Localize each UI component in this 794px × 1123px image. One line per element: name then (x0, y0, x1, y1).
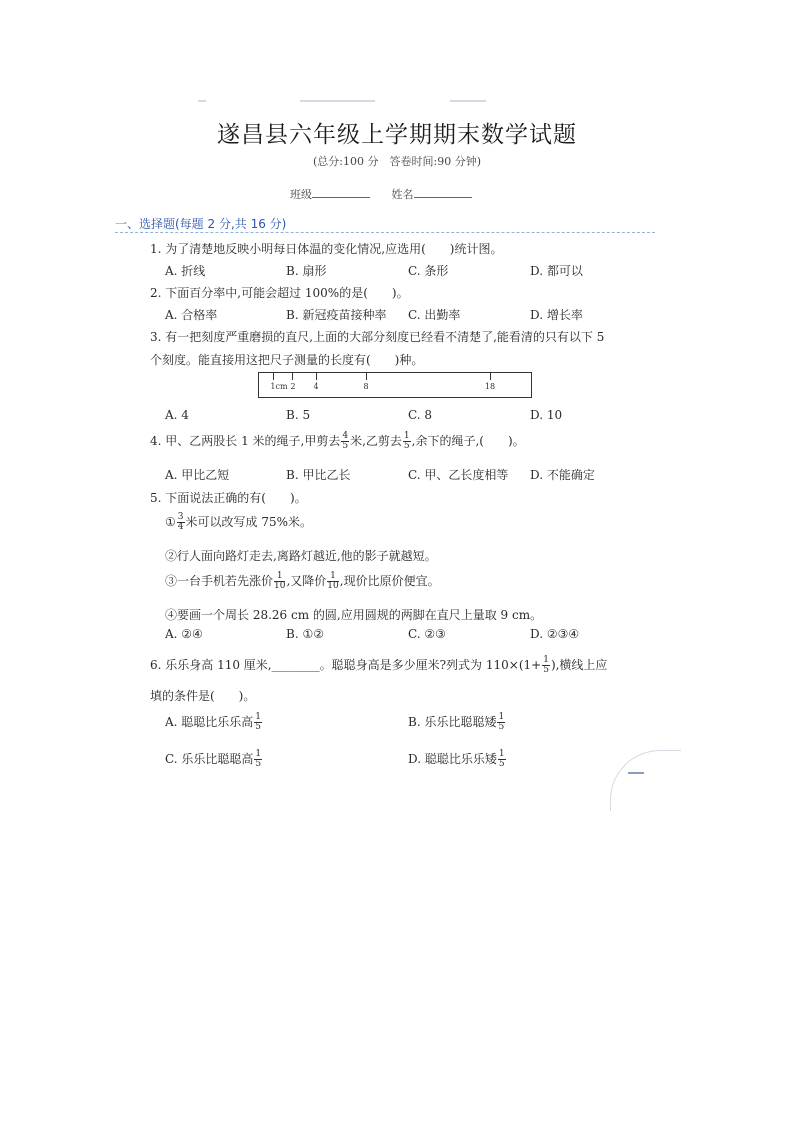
denominator: 5 (498, 722, 505, 732)
q1-option-b[interactable]: B. 扇形 (286, 264, 327, 278)
numerator: 1 (255, 749, 262, 759)
q2-option-c[interactable]: C. 出勤率 (408, 308, 461, 322)
q1-option-d[interactable]: D. 都可以 (530, 264, 583, 278)
numerator: 1 (255, 712, 262, 722)
numerator: 1 (498, 712, 505, 722)
question-6 (150, 656, 607, 675)
question-6-line-2: 填的条件是( )。 (150, 689, 256, 703)
denominator: 5 (255, 759, 262, 769)
q6-option-d[interactable] (408, 750, 507, 769)
fraction (542, 656, 550, 675)
page-corner-mark (628, 772, 644, 774)
student-info (290, 186, 490, 202)
ruler-tick (316, 373, 317, 380)
page-title: 遂昌县六年级上学期期末数学试题 (217, 122, 577, 148)
name-blank[interactable] (414, 187, 472, 198)
ruler-tick (490, 373, 491, 380)
scan-mark (198, 100, 206, 102)
q4-option-c[interactable]: C. 甲、乙长度相等 (408, 468, 509, 482)
q1-option-a[interactable]: A. 折线 (165, 264, 206, 278)
fraction (274, 572, 285, 591)
q6-option-c[interactable] (165, 750, 263, 769)
option-text: B. 乐乐比聪聪矮 (408, 715, 497, 729)
q4-text-1: 4. 甲、乙两股长 1 米的绳子,甲剪去 (150, 434, 341, 448)
fraction (254, 713, 262, 732)
statement-text: ,又降价 (286, 574, 327, 588)
exam-info: (总分:100 分 答卷时间:90 分钟) (313, 155, 481, 168)
q5-statement-2: ②行人面向路灯走去,离路灯越近,他的影子就越短。 (165, 549, 437, 563)
ruler-tick (292, 373, 293, 380)
statement-text: ③一台手机若先涨价 (165, 574, 274, 588)
denominator: 10 (274, 581, 286, 591)
q5-option-b[interactable]: B. ①② (286, 627, 324, 641)
statement-text: ,现价比原价便宜。 (339, 574, 440, 588)
question-5: 5. 下面说法正确的有( )。 (150, 491, 307, 505)
ruler-label-8: 8 (363, 382, 369, 391)
q5-option-a[interactable]: A. ②④ (165, 627, 203, 641)
ruler-tick (366, 373, 367, 380)
scan-mark (300, 100, 375, 102)
q6-option-b[interactable] (408, 713, 506, 732)
numerator: 1 (274, 572, 285, 582)
ruler-label-4: 4 (313, 382, 319, 391)
fraction (498, 750, 506, 769)
q3-option-c[interactable]: C. 8 (408, 408, 433, 422)
q5-statement-3 (165, 572, 440, 591)
fraction (177, 513, 185, 532)
q4-text-3: ,余下的绳子,( )。 (411, 434, 525, 448)
q6-option-a[interactable] (165, 713, 263, 732)
q5-option-d[interactable]: D. ②③④ (530, 627, 580, 641)
ruler-label-18: 18 (484, 382, 496, 391)
question-1: 1. 为了清楚地反映小明每日体温的变化情况,应选用( )统计图。 (150, 242, 503, 256)
question-3-line-2: 个刻度。能直接用这把尺子测量的长度有( )种。 (150, 353, 424, 367)
q2-option-d[interactable]: D. 增长率 (530, 308, 583, 322)
q4-text-2: 米,乙剪去 (350, 434, 402, 448)
q6-text-2: ),横线上应 (550, 658, 608, 672)
section-heading: 一、选择题(每题 2 分,共 16 分) (115, 217, 287, 231)
section-divider (115, 232, 655, 233)
numerator: 1 (327, 572, 338, 582)
question-4 (150, 432, 525, 451)
numerator: 4 (342, 431, 349, 441)
q5-statement-1 (165, 513, 312, 532)
q1-option-c[interactable]: C. 条形 (408, 264, 449, 278)
q4-option-a[interactable]: A. 甲比乙短 (165, 468, 230, 482)
denominator: 10 (327, 581, 339, 591)
denominator: 5 (498, 759, 505, 769)
worn-ruler (258, 372, 532, 398)
q2-option-a[interactable]: A. 合格率 (165, 308, 218, 322)
numerator: 1 (498, 749, 505, 759)
q5-statement-4: ④要画一个周长 28.26 cm 的圆,应用圆规的两脚在直尺上量取 9 cm。 (165, 608, 543, 622)
ruler-label-2: 2 (290, 382, 296, 391)
q6-text-1: 6. 乐乐身高 110 厘米,________。聪聪身高是多少厘米?列式为 110×(1+ (150, 658, 542, 672)
ruler-tick (273, 373, 274, 380)
denominator: 5 (342, 441, 349, 451)
question-2: 2. 下面百分率中,可能会超过 100%的是( )。 (150, 286, 409, 300)
q4-option-d[interactable]: D. 不能确定 (530, 468, 595, 482)
scan-mark (450, 100, 486, 102)
q3-option-b[interactable]: B. 5 (286, 408, 311, 422)
q2-option-b[interactable]: B. 新冠疫苗接种率 (286, 308, 387, 322)
statement-text: 米可以改写成 75%米。 (185, 515, 312, 529)
numerator: 3 (177, 512, 184, 522)
fraction (497, 713, 505, 732)
fraction (327, 572, 338, 591)
q4-option-b[interactable]: B. 甲比乙长 (286, 468, 351, 482)
numerator: 1 (543, 655, 549, 665)
option-text: A. 聪聪比乐乐高 (165, 715, 254, 729)
class-blank[interactable] (312, 187, 370, 198)
q3-option-d[interactable]: D. 10 (530, 408, 563, 422)
q3-option-a[interactable]: A. 4 (165, 408, 189, 422)
fraction (403, 432, 411, 451)
denominator: 5 (543, 665, 549, 675)
numerator: 1 (403, 431, 410, 441)
fraction (341, 432, 349, 451)
name-label: 姓名 (391, 188, 414, 201)
question-3-line-1: 3. 有一把刻度严重磨损的直尺,上面的大部分刻度已经看不清楚了,能看清的只有以下 5 (150, 330, 605, 344)
denominator: 4 (177, 522, 184, 532)
denominator: 5 (403, 441, 410, 451)
q5-option-c[interactable]: C. ②③ (408, 627, 446, 641)
ruler-label-1cm: 1cm (270, 382, 288, 391)
denominator: 5 (255, 722, 262, 732)
statement-number: ① (165, 515, 176, 529)
fraction (254, 750, 262, 769)
option-text: D. 聪聪比乐乐矮 (408, 752, 497, 766)
page-curl-decoration (610, 750, 681, 811)
option-text: C. 乐乐比聪聪高 (165, 752, 254, 766)
class-label: 班级 (290, 188, 312, 201)
